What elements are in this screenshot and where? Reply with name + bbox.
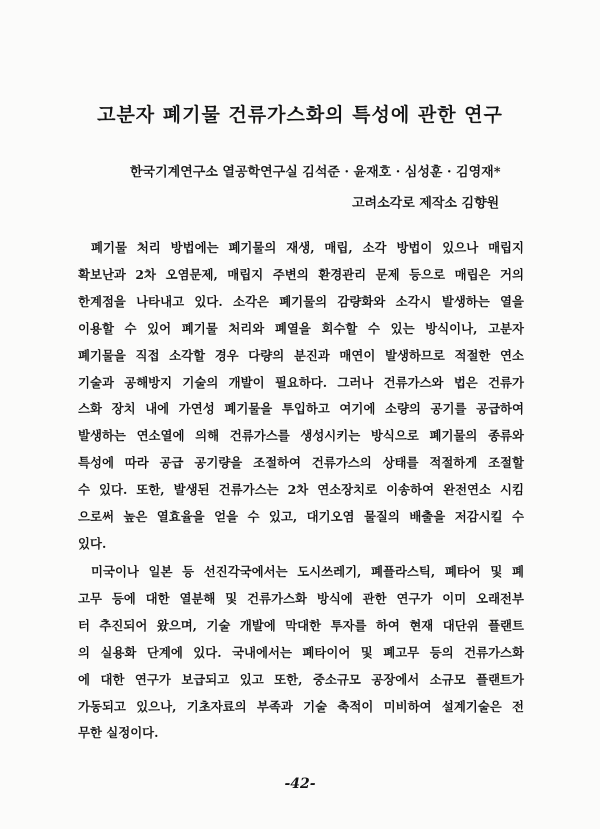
paragraph-line: 스화 장치 내에 가연성 폐기물을 투입하고 여기에 소량의 공기를 공급하여	[78, 401, 524, 417]
page-number: -42-	[284, 776, 316, 792]
secondary-affiliation: 고려소각로 제작소 김향원	[352, 196, 500, 211]
paragraph-1	[78, 235, 524, 558]
paragraph-2	[78, 559, 524, 747]
paragraph-line: 특성에 따라 공급 공기량을 조절하여 건류가스의 상태를 적절하게 조절할	[78, 455, 524, 471]
paragraph-line: 가동되고 있으나, 기초자료의 부족과 기술 축적이 미비하여 설계기술은 전	[78, 698, 524, 714]
paragraph-line: 의 실용화 단계에 있다. 국내에서는 폐타이어 및 폐고무 등의 건류가스화	[78, 644, 524, 660]
paragraph-line: 한계점을 나타내고 있다. 소각은 폐기물의 감량화와 소각시 발생하는 열을	[78, 293, 524, 309]
paragraph-line: 확보난과 2차 오염문제, 매립지 주변의 환경관리 문제 등으로 매립은 거의	[78, 266, 524, 282]
paragraph-line: 무한 실정이다.	[78, 725, 159, 741]
paper-title: 고분자 폐기물 건류가스화의 특성에 관한 연구	[97, 104, 503, 126]
paragraph-line: 폐기물 처리 방법에는 폐기물의 재생, 매립, 소각 방법이 있으나 매립지	[91, 240, 524, 255]
paragraph-line: 으로써 높은 열효율을 얻을 수 있고, 대기오염 물질의 배출을 저감시킬 수	[78, 509, 524, 525]
paragraph-line: 에 대한 연구가 보급되고 있고 또한, 중소규모 공장에서 소규모 플랜트가	[78, 671, 524, 687]
paragraph-line: 이용할 수 있어 폐기물 처리와 폐열을 회수할 수 있는 방식이나, 고분자	[78, 320, 524, 336]
paragraph-line: 수 있다. 또한, 발생된 건류가스는 2차 연소장치로 이송하여 완전연소 시킴	[78, 482, 524, 498]
paragraph-line: 고무 등에 대한 열분해 및 건류가스화 방식에 관한 연구가 이미 오래전부	[78, 590, 524, 606]
paragraph-line: 기술과 공해방지 기술의 개발이 필요하다. 그러나 건류가스와 법은 건류가	[78, 374, 524, 390]
paragraph-line: 발생하는 연소열에 의해 건류가스를 생성시키는 방식으로 폐기물의 종류와	[78, 428, 524, 444]
paragraph-line: 폐기물을 직접 소각할 경우 다량의 분진과 매연이 발생하므로 적절한 연소	[78, 347, 524, 363]
paragraph-line: 있다.	[78, 535, 107, 551]
paragraph-line: 터 추진되어 왔으며, 기술 개발에 막대한 투자를 하여 현재 대단위 플랜트	[78, 617, 524, 633]
author-line: 한국기계연구소 열공학연구실 김석준 · 윤재호 · 심성훈 · 김영재*	[130, 165, 501, 180]
paragraph-line: 미국이나 일본 등 선진각국에서는 도시쓰레기, 폐플라스틱, 폐타어 및 폐	[91, 564, 524, 579]
